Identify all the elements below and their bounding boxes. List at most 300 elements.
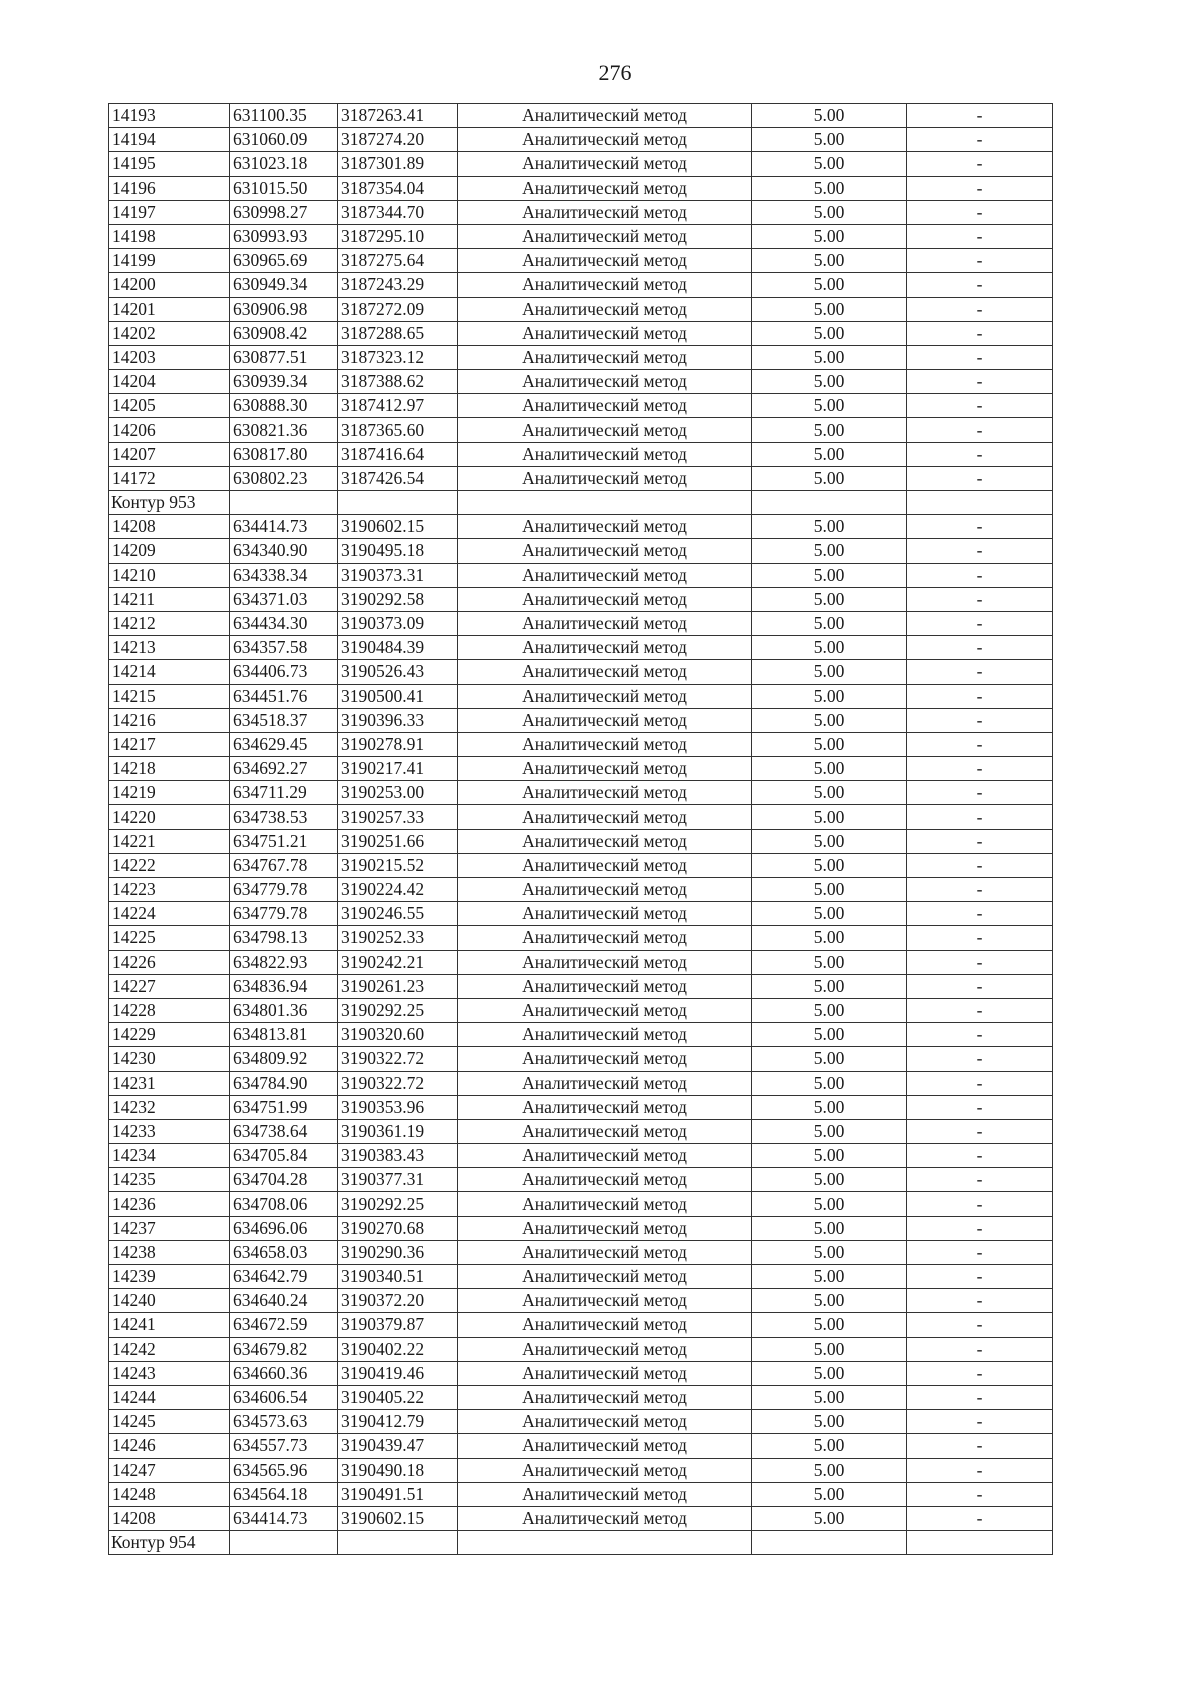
point-id-cell: 14241 bbox=[109, 1313, 230, 1337]
point-id-cell: 14248 bbox=[109, 1482, 230, 1506]
table-row bbox=[109, 781, 1053, 805]
note-cell: - bbox=[907, 708, 1053, 732]
note-cell bbox=[907, 491, 1053, 515]
x-coordinate-cell: 631060.09 bbox=[230, 128, 338, 152]
note-cell: - bbox=[907, 781, 1053, 805]
table-row bbox=[109, 345, 1053, 369]
table-row bbox=[109, 1385, 1053, 1409]
y-coordinate-cell: 3187365.60 bbox=[338, 418, 458, 442]
precision-cell: 5.00 bbox=[752, 563, 907, 587]
table-row bbox=[109, 829, 1053, 853]
method-cell: Аналитический метод bbox=[458, 418, 752, 442]
y-coordinate-cell: 3190257.33 bbox=[338, 805, 458, 829]
point-id-cell: 14224 bbox=[109, 902, 230, 926]
note-cell: - bbox=[907, 1410, 1053, 1434]
method-cell: Аналитический метод bbox=[458, 611, 752, 635]
x-coordinate-cell: 634711.29 bbox=[230, 781, 338, 805]
x-coordinate-cell: 634679.82 bbox=[230, 1337, 338, 1361]
x-coordinate-cell: 634692.27 bbox=[230, 757, 338, 781]
point-id-cell: 14232 bbox=[109, 1095, 230, 1119]
precision-cell: 5.00 bbox=[752, 1047, 907, 1071]
precision-cell: 5.00 bbox=[752, 1385, 907, 1409]
y-coordinate-cell: 3190500.41 bbox=[338, 684, 458, 708]
precision-cell: 5.00 bbox=[752, 1506, 907, 1530]
x-coordinate-cell: 631023.18 bbox=[230, 152, 338, 176]
note-cell: - bbox=[907, 684, 1053, 708]
point-id-cell: 14231 bbox=[109, 1071, 230, 1095]
precision-cell bbox=[752, 491, 907, 515]
table-row bbox=[109, 442, 1053, 466]
x-coordinate-cell: 634704.28 bbox=[230, 1168, 338, 1192]
table-row bbox=[109, 1410, 1053, 1434]
table-row bbox=[109, 152, 1053, 176]
precision-cell: 5.00 bbox=[752, 1144, 907, 1168]
precision-cell bbox=[752, 1531, 907, 1555]
precision-cell: 5.00 bbox=[752, 587, 907, 611]
point-id-cell: 14235 bbox=[109, 1168, 230, 1192]
method-cell: Аналитический метод bbox=[458, 1482, 752, 1506]
y-coordinate-cell: 3190602.15 bbox=[338, 1506, 458, 1530]
note-cell: - bbox=[907, 611, 1053, 635]
precision-cell: 5.00 bbox=[752, 176, 907, 200]
note-cell: - bbox=[907, 1458, 1053, 1482]
note-cell: - bbox=[907, 418, 1053, 442]
point-id-cell: 14233 bbox=[109, 1119, 230, 1143]
point-id-cell: 14239 bbox=[109, 1265, 230, 1289]
method-cell: Аналитический метод bbox=[458, 1216, 752, 1240]
precision-cell: 5.00 bbox=[752, 1265, 907, 1289]
y-coordinate-cell: 3190242.21 bbox=[338, 950, 458, 974]
y-coordinate-cell: 3187274.20 bbox=[338, 128, 458, 152]
y-coordinate-cell: 3187388.62 bbox=[338, 370, 458, 394]
note-cell: - bbox=[907, 853, 1053, 877]
y-coordinate-cell: 3187272.09 bbox=[338, 297, 458, 321]
point-id-cell: 14212 bbox=[109, 611, 230, 635]
precision-cell: 5.00 bbox=[752, 1361, 907, 1385]
precision-cell: 5.00 bbox=[752, 200, 907, 224]
note-cell: - bbox=[907, 1144, 1053, 1168]
x-coordinate-cell: 630906.98 bbox=[230, 297, 338, 321]
y-coordinate-cell: 3190373.31 bbox=[338, 563, 458, 587]
method-cell: Аналитический метод bbox=[458, 515, 752, 539]
method-cell: Аналитический метод bbox=[458, 950, 752, 974]
note-cell: - bbox=[907, 152, 1053, 176]
table-row bbox=[109, 273, 1053, 297]
x-coordinate-cell: 634606.54 bbox=[230, 1385, 338, 1409]
precision-cell: 5.00 bbox=[752, 128, 907, 152]
point-id-cell: 14222 bbox=[109, 853, 230, 877]
table-row bbox=[109, 249, 1053, 273]
x-coordinate-cell: 634660.36 bbox=[230, 1361, 338, 1385]
table-row bbox=[109, 1313, 1053, 1337]
x-coordinate-cell: 634338.34 bbox=[230, 563, 338, 587]
section-row bbox=[109, 491, 1053, 515]
note-cell: - bbox=[907, 128, 1053, 152]
precision-cell: 5.00 bbox=[752, 539, 907, 563]
point-id-cell: 14225 bbox=[109, 926, 230, 950]
table-row bbox=[109, 1506, 1053, 1530]
y-coordinate-cell: 3187412.97 bbox=[338, 394, 458, 418]
precision-cell: 5.00 bbox=[752, 1216, 907, 1240]
precision-cell: 5.00 bbox=[752, 708, 907, 732]
y-coordinate-cell: 3187323.12 bbox=[338, 345, 458, 369]
point-id-cell: 14203 bbox=[109, 345, 230, 369]
x-coordinate-cell: 630965.69 bbox=[230, 249, 338, 273]
table-row bbox=[109, 708, 1053, 732]
point-id-cell: 14242 bbox=[109, 1337, 230, 1361]
x-coordinate-cell: 634779.78 bbox=[230, 878, 338, 902]
x-coordinate-cell: 634708.06 bbox=[230, 1192, 338, 1216]
x-coordinate-cell: 630817.80 bbox=[230, 442, 338, 466]
point-id-cell: 14243 bbox=[109, 1361, 230, 1385]
y-coordinate-cell: 3190490.18 bbox=[338, 1458, 458, 1482]
table-row bbox=[109, 1144, 1053, 1168]
y-coordinate-cell: 3187344.70 bbox=[338, 200, 458, 224]
y-coordinate-cell: 3190439.47 bbox=[338, 1434, 458, 1458]
y-coordinate-cell: 3190246.55 bbox=[338, 902, 458, 926]
precision-cell: 5.00 bbox=[752, 249, 907, 273]
precision-cell: 5.00 bbox=[752, 1071, 907, 1095]
method-cell: Аналитический метод bbox=[458, 1385, 752, 1409]
note-cell: - bbox=[907, 902, 1053, 926]
note-cell: - bbox=[907, 466, 1053, 490]
method-cell: Аналитический метод bbox=[458, 1289, 752, 1313]
note-cell: - bbox=[907, 998, 1053, 1022]
x-coordinate-cell: 634642.79 bbox=[230, 1265, 338, 1289]
method-cell: Аналитический метод bbox=[458, 1265, 752, 1289]
point-id-cell: 14246 bbox=[109, 1434, 230, 1458]
precision-cell: 5.00 bbox=[752, 273, 907, 297]
point-id-cell: 14209 bbox=[109, 539, 230, 563]
method-cell: Аналитический метод bbox=[458, 926, 752, 950]
note-cell: - bbox=[907, 321, 1053, 345]
method-cell: Аналитический метод bbox=[458, 1458, 752, 1482]
x-coordinate-cell bbox=[230, 1531, 338, 1555]
y-coordinate-cell: 3190372.20 bbox=[338, 1289, 458, 1313]
table-row bbox=[109, 1434, 1053, 1458]
method-cell: Аналитический метод bbox=[458, 224, 752, 248]
precision-cell: 5.00 bbox=[752, 515, 907, 539]
table-row bbox=[109, 370, 1053, 394]
y-coordinate-cell: 3190602.15 bbox=[338, 515, 458, 539]
table-row bbox=[109, 926, 1053, 950]
method-cell: Аналитический метод bbox=[458, 1313, 752, 1337]
x-coordinate-cell: 634822.93 bbox=[230, 950, 338, 974]
table-row bbox=[109, 1337, 1053, 1361]
method-cell: Аналитический метод bbox=[458, 732, 752, 756]
table-row bbox=[109, 1192, 1053, 1216]
precision-cell: 5.00 bbox=[752, 1458, 907, 1482]
y-coordinate-cell: 3187263.41 bbox=[338, 104, 458, 128]
note-cell: - bbox=[907, 224, 1053, 248]
note-cell: - bbox=[907, 1434, 1053, 1458]
precision-cell: 5.00 bbox=[752, 1289, 907, 1313]
x-coordinate-cell: 630949.34 bbox=[230, 273, 338, 297]
table-row bbox=[109, 684, 1053, 708]
precision-cell: 5.00 bbox=[752, 321, 907, 345]
y-coordinate-cell: 3187243.29 bbox=[338, 273, 458, 297]
precision-cell: 5.00 bbox=[752, 1410, 907, 1434]
note-cell: - bbox=[907, 1361, 1053, 1385]
y-coordinate-cell: 3187354.04 bbox=[338, 176, 458, 200]
method-cell: Аналитический метод bbox=[458, 1071, 752, 1095]
x-coordinate-cell: 634557.73 bbox=[230, 1434, 338, 1458]
point-id-cell: 14215 bbox=[109, 684, 230, 708]
x-coordinate-cell: 634751.99 bbox=[230, 1095, 338, 1119]
note-cell: - bbox=[907, 200, 1053, 224]
method-cell: Аналитический метод bbox=[458, 1047, 752, 1071]
note-cell: - bbox=[907, 1095, 1053, 1119]
x-coordinate-cell: 630877.51 bbox=[230, 345, 338, 369]
table-row bbox=[109, 636, 1053, 660]
method-cell: Аналитический метод bbox=[458, 974, 752, 998]
point-id-cell: 14204 bbox=[109, 370, 230, 394]
y-coordinate-cell: 3190261.23 bbox=[338, 974, 458, 998]
method-cell: Аналитический метод bbox=[458, 1119, 752, 1143]
method-cell: Аналитический метод bbox=[458, 1434, 752, 1458]
table-row bbox=[109, 128, 1053, 152]
note-cell: - bbox=[907, 805, 1053, 829]
note-cell: - bbox=[907, 1168, 1053, 1192]
section-row bbox=[109, 1531, 1053, 1555]
table-row bbox=[109, 176, 1053, 200]
method-cell: Аналитический метод bbox=[458, 466, 752, 490]
note-cell: - bbox=[907, 394, 1053, 418]
x-coordinate-cell: 634767.78 bbox=[230, 853, 338, 877]
x-coordinate-cell: 634784.90 bbox=[230, 1071, 338, 1095]
precision-cell: 5.00 bbox=[752, 926, 907, 950]
point-id-cell: 14220 bbox=[109, 805, 230, 829]
section-title-cell: Контур 954 bbox=[109, 1531, 230, 1555]
method-cell bbox=[458, 1531, 752, 1555]
x-coordinate-cell: 634696.06 bbox=[230, 1216, 338, 1240]
note-cell: - bbox=[907, 563, 1053, 587]
method-cell: Аналитический метод bbox=[458, 660, 752, 684]
precision-cell: 5.00 bbox=[752, 974, 907, 998]
point-id-cell: 14238 bbox=[109, 1240, 230, 1264]
x-coordinate-cell: 630802.23 bbox=[230, 466, 338, 490]
table-row bbox=[109, 224, 1053, 248]
y-coordinate-cell: 3190396.33 bbox=[338, 708, 458, 732]
x-coordinate-cell: 634738.64 bbox=[230, 1119, 338, 1143]
y-coordinate-cell: 3190322.72 bbox=[338, 1071, 458, 1095]
point-id-cell: 14227 bbox=[109, 974, 230, 998]
precision-cell: 5.00 bbox=[752, 853, 907, 877]
method-cell: Аналитический метод bbox=[458, 1168, 752, 1192]
method-cell: Аналитический метод bbox=[458, 1337, 752, 1361]
table-row bbox=[109, 878, 1053, 902]
note-cell: - bbox=[907, 515, 1053, 539]
note-cell: - bbox=[907, 1216, 1053, 1240]
x-coordinate-cell: 634565.96 bbox=[230, 1458, 338, 1482]
point-id-cell: 14244 bbox=[109, 1385, 230, 1409]
precision-cell: 5.00 bbox=[752, 757, 907, 781]
note-cell: - bbox=[907, 587, 1053, 611]
table-row bbox=[109, 902, 1053, 926]
precision-cell: 5.00 bbox=[752, 466, 907, 490]
method-cell: Аналитический метод bbox=[458, 249, 752, 273]
precision-cell: 5.00 bbox=[752, 297, 907, 321]
method-cell: Аналитический метод bbox=[458, 104, 752, 128]
y-coordinate-cell: 3190383.43 bbox=[338, 1144, 458, 1168]
method-cell: Аналитический метод bbox=[458, 1192, 752, 1216]
table-row bbox=[109, 998, 1053, 1022]
method-cell: Аналитический метод bbox=[458, 200, 752, 224]
table-row bbox=[109, 539, 1053, 563]
page-number: 276 bbox=[598, 60, 632, 85]
point-id-cell: 14223 bbox=[109, 878, 230, 902]
table-row bbox=[109, 1095, 1053, 1119]
x-coordinate-cell: 634573.63 bbox=[230, 1410, 338, 1434]
table-row bbox=[109, 1071, 1053, 1095]
y-coordinate-cell: 3190495.18 bbox=[338, 539, 458, 563]
method-cell: Аналитический метод bbox=[458, 1240, 752, 1264]
x-coordinate-cell: 634779.78 bbox=[230, 902, 338, 926]
note-cell: - bbox=[907, 926, 1053, 950]
precision-cell: 5.00 bbox=[752, 418, 907, 442]
precision-cell: 5.00 bbox=[752, 902, 907, 926]
precision-cell: 5.00 bbox=[752, 878, 907, 902]
table-row bbox=[109, 1240, 1053, 1264]
method-cell: Аналитический метод bbox=[458, 853, 752, 877]
table-row bbox=[109, 732, 1053, 756]
y-coordinate-cell: 3190373.09 bbox=[338, 611, 458, 635]
point-id-cell: 14195 bbox=[109, 152, 230, 176]
note-cell: - bbox=[907, 1337, 1053, 1361]
point-id-cell: 14245 bbox=[109, 1410, 230, 1434]
note-cell: - bbox=[907, 1385, 1053, 1409]
precision-cell: 5.00 bbox=[752, 1119, 907, 1143]
x-coordinate-cell bbox=[230, 491, 338, 515]
y-coordinate-cell: 3190491.51 bbox=[338, 1482, 458, 1506]
section-title-cell: Контур 953 bbox=[109, 491, 230, 515]
table-row bbox=[109, 1168, 1053, 1192]
x-coordinate-cell: 634564.18 bbox=[230, 1482, 338, 1506]
x-coordinate-cell: 634629.45 bbox=[230, 732, 338, 756]
note-cell: - bbox=[907, 1192, 1053, 1216]
point-id-cell: 14216 bbox=[109, 708, 230, 732]
precision-cell: 5.00 bbox=[752, 636, 907, 660]
note-cell: - bbox=[907, 442, 1053, 466]
x-coordinate-cell: 634451.76 bbox=[230, 684, 338, 708]
table-row bbox=[109, 466, 1053, 490]
table-row bbox=[109, 563, 1053, 587]
x-coordinate-cell: 634738.53 bbox=[230, 805, 338, 829]
method-cell: Аналитический метод bbox=[458, 539, 752, 563]
x-coordinate-cell: 630939.34 bbox=[230, 370, 338, 394]
table-row bbox=[109, 297, 1053, 321]
x-coordinate-cell: 631015.50 bbox=[230, 176, 338, 200]
precision-cell: 5.00 bbox=[752, 732, 907, 756]
method-cell: Аналитический метод bbox=[458, 1410, 752, 1434]
note-cell: - bbox=[907, 1265, 1053, 1289]
method-cell: Аналитический метод bbox=[458, 587, 752, 611]
note-cell: - bbox=[907, 1023, 1053, 1047]
precision-cell: 5.00 bbox=[752, 1192, 907, 1216]
y-coordinate-cell: 3190353.96 bbox=[338, 1095, 458, 1119]
y-coordinate-cell: 3190252.33 bbox=[338, 926, 458, 950]
point-id-cell: 14205 bbox=[109, 394, 230, 418]
precision-cell: 5.00 bbox=[752, 805, 907, 829]
table-row bbox=[109, 1265, 1053, 1289]
point-id-cell: 14228 bbox=[109, 998, 230, 1022]
method-cell: Аналитический метод bbox=[458, 636, 752, 660]
method-cell: Аналитический метод bbox=[458, 757, 752, 781]
y-coordinate-cell: 3190340.51 bbox=[338, 1265, 458, 1289]
table-row bbox=[109, 394, 1053, 418]
precision-cell: 5.00 bbox=[752, 950, 907, 974]
x-coordinate-cell: 634406.73 bbox=[230, 660, 338, 684]
method-cell bbox=[458, 491, 752, 515]
y-coordinate-cell: 3187426.54 bbox=[338, 466, 458, 490]
y-coordinate-cell: 3190270.68 bbox=[338, 1216, 458, 1240]
point-id-cell: 14201 bbox=[109, 297, 230, 321]
method-cell: Аналитический метод bbox=[458, 321, 752, 345]
point-id-cell: 14236 bbox=[109, 1192, 230, 1216]
precision-cell: 5.00 bbox=[752, 1482, 907, 1506]
x-coordinate-cell: 630998.27 bbox=[230, 200, 338, 224]
point-id-cell: 14207 bbox=[109, 442, 230, 466]
precision-cell: 5.00 bbox=[752, 152, 907, 176]
note-cell bbox=[907, 1531, 1053, 1555]
method-cell: Аналитический метод bbox=[458, 1361, 752, 1385]
y-coordinate-cell: 3190224.42 bbox=[338, 878, 458, 902]
point-id-cell: 14240 bbox=[109, 1289, 230, 1313]
precision-cell: 5.00 bbox=[752, 1337, 907, 1361]
y-coordinate-cell bbox=[338, 1531, 458, 1555]
point-id-cell: 14206 bbox=[109, 418, 230, 442]
point-id-cell: 14208 bbox=[109, 1506, 230, 1530]
table-row bbox=[109, 418, 1053, 442]
method-cell: Аналитический метод bbox=[458, 128, 752, 152]
table-row bbox=[109, 1047, 1053, 1071]
note-cell: - bbox=[907, 1047, 1053, 1071]
precision-cell: 5.00 bbox=[752, 1168, 907, 1192]
point-id-cell: 14172 bbox=[109, 466, 230, 490]
point-id-cell: 14230 bbox=[109, 1047, 230, 1071]
y-coordinate-cell: 3190292.58 bbox=[338, 587, 458, 611]
x-coordinate-cell: 634414.73 bbox=[230, 515, 338, 539]
note-cell: - bbox=[907, 878, 1053, 902]
note-cell: - bbox=[907, 1119, 1053, 1143]
table-row bbox=[109, 974, 1053, 998]
precision-cell: 5.00 bbox=[752, 394, 907, 418]
method-cell: Аналитический метод bbox=[458, 152, 752, 176]
point-id-cell: 14217 bbox=[109, 732, 230, 756]
x-coordinate-cell: 634340.90 bbox=[230, 539, 338, 563]
point-id-cell: 14218 bbox=[109, 757, 230, 781]
x-coordinate-cell: 634705.84 bbox=[230, 1144, 338, 1168]
method-cell: Аналитический метод bbox=[458, 684, 752, 708]
coordinates-table bbox=[108, 103, 1053, 1555]
point-id-cell: 14193 bbox=[109, 104, 230, 128]
table-row bbox=[109, 1361, 1053, 1385]
table-row bbox=[109, 611, 1053, 635]
y-coordinate-cell: 3190526.43 bbox=[338, 660, 458, 684]
method-cell: Аналитический метод bbox=[458, 345, 752, 369]
method-cell: Аналитический метод bbox=[458, 998, 752, 1022]
precision-cell: 5.00 bbox=[752, 104, 907, 128]
precision-cell: 5.00 bbox=[752, 781, 907, 805]
precision-cell: 5.00 bbox=[752, 1240, 907, 1264]
method-cell: Аналитический метод bbox=[458, 878, 752, 902]
point-id-cell: 14211 bbox=[109, 587, 230, 611]
table-row bbox=[109, 660, 1053, 684]
point-id-cell: 14234 bbox=[109, 1144, 230, 1168]
y-coordinate-cell: 3190379.87 bbox=[338, 1313, 458, 1337]
y-coordinate-cell: 3190484.39 bbox=[338, 636, 458, 660]
method-cell: Аналитический метод bbox=[458, 442, 752, 466]
